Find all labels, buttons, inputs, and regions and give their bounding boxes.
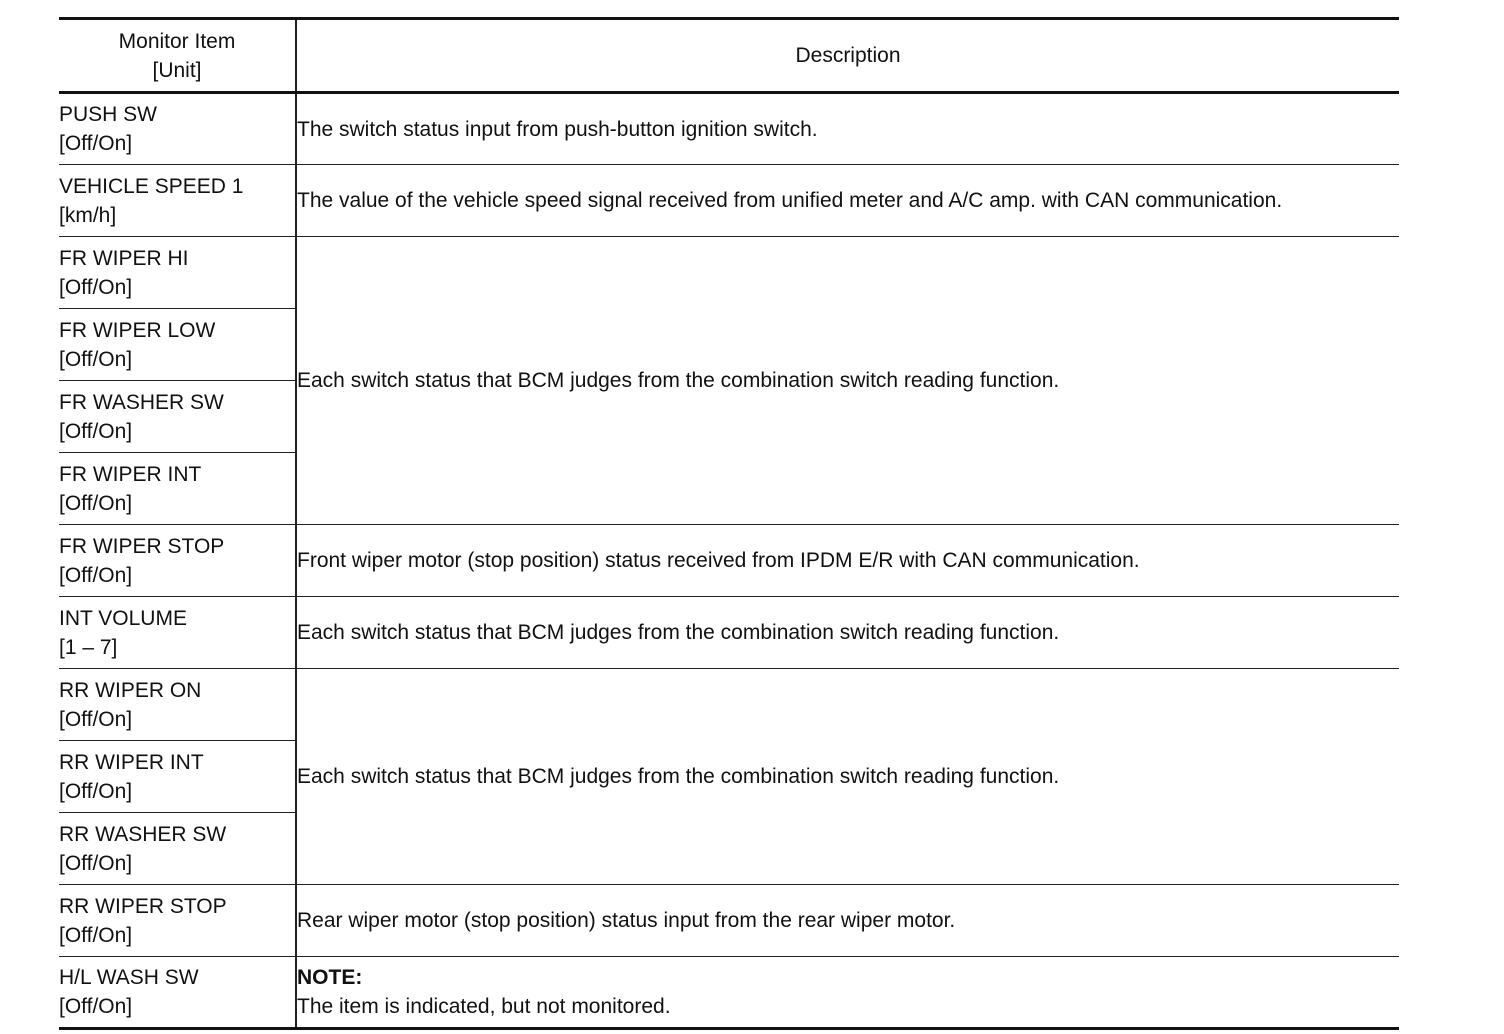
description-cell: The value of the vehicle speed signal received from unified meter and A/C amp. with CAN communication. — [296, 165, 1399, 237]
description-cell: Rear wiper motor (stop position) status input from the rear wiper motor. — [296, 885, 1399, 957]
monitor-item-cell — [59, 741, 296, 813]
monitor-item-unit: [Off/On] — [59, 923, 133, 947]
table-row — [59, 525, 1399, 597]
monitor-item-unit: [Off/On] — [59, 779, 133, 803]
header-monitor-item-label: Monitor Item — [118, 29, 236, 53]
monitor-item-cell — [59, 309, 296, 381]
monitor-item-cell — [59, 597, 296, 669]
monitor-item-unit: [1 – 7] — [59, 635, 118, 659]
monitor-item-cell — [59, 669, 296, 741]
monitor-item-unit: [Off/On] — [59, 275, 133, 299]
table-row — [59, 885, 1399, 957]
monitor-item-unit: [km/h] — [59, 203, 117, 227]
monitor-item-unit: [Off/On] — [59, 995, 133, 1018]
table-header-row — [59, 19, 1399, 93]
table-row — [59, 669, 1399, 741]
table-row — [59, 597, 1399, 669]
monitor-item-unit: [Off/On] — [59, 419, 133, 443]
monitor-item-unit: [Off/On] — [59, 563, 133, 587]
monitor-item-name: RR WASHER SW — [59, 822, 227, 846]
header-monitor-item — [59, 19, 296, 93]
description-cell: The switch status input from push-button ignition switch. — [296, 93, 1399, 165]
description-cell — [296, 957, 1399, 1029]
monitor-item-cell — [59, 885, 296, 957]
monitor-item-name: FR WIPER INT — [59, 462, 202, 486]
note-label: NOTE: — [297, 966, 363, 989]
monitor-item-name: RR WIPER ON — [59, 678, 202, 702]
monitor-item-cell — [59, 453, 296, 525]
monitor-item-name: FR WIPER STOP — [59, 534, 225, 558]
monitor-item-unit: [Off/On] — [59, 707, 133, 731]
header-description: Description — [296, 19, 1399, 93]
description-cell: Front wiper motor (stop position) status received from IPDM E/R with CAN communication. — [296, 525, 1399, 597]
monitor-item-cell — [59, 525, 296, 597]
header-unit-label: [Unit] — [152, 58, 202, 82]
monitor-item-name: PUSH SW — [59, 103, 158, 126]
table-row — [59, 237, 1399, 309]
monitor-item-name: RR WIPER STOP — [59, 894, 227, 918]
monitor-item-cell — [59, 381, 296, 453]
monitor-item-cell — [59, 813, 296, 885]
description-cell: Each switch status that BCM judges from the combination switch reading function. — [296, 669, 1399, 885]
monitor-item-name: INT VOLUME — [59, 606, 187, 630]
monitor-item-name: FR WIPER HI — [59, 246, 189, 270]
table-row — [59, 165, 1399, 237]
monitor-item-cell — [59, 237, 296, 309]
monitor-item-unit: [Off/On] — [59, 851, 133, 875]
monitor-item-cell — [59, 957, 296, 1029]
note-text: The item is indicated, but not monitored. — [297, 995, 671, 1018]
monitor-item-table — [59, 17, 1399, 1030]
monitor-item-name: FR WIPER LOW — [59, 318, 216, 342]
description-cell: Each switch status that BCM judges from the combination switch reading function. — [296, 237, 1399, 525]
monitor-item-unit: [Off/On] — [59, 347, 133, 371]
monitor-item-unit: [Off/On] — [59, 132, 133, 155]
monitor-item-cell — [59, 93, 296, 165]
monitor-item-name: FR WASHER SW — [59, 390, 224, 414]
monitor-item-name: H/L WASH SW — [59, 966, 199, 989]
monitor-item-name: RR WIPER INT — [59, 750, 204, 774]
monitor-item-cell — [59, 165, 296, 237]
table-row — [59, 93, 1399, 165]
monitor-item-unit: [Off/On] — [59, 491, 133, 515]
table-row — [59, 957, 1399, 1029]
monitor-item-name: VEHICLE SPEED 1 — [59, 174, 244, 198]
description-cell: Each switch status that BCM judges from the combination switch reading function. — [296, 597, 1399, 669]
